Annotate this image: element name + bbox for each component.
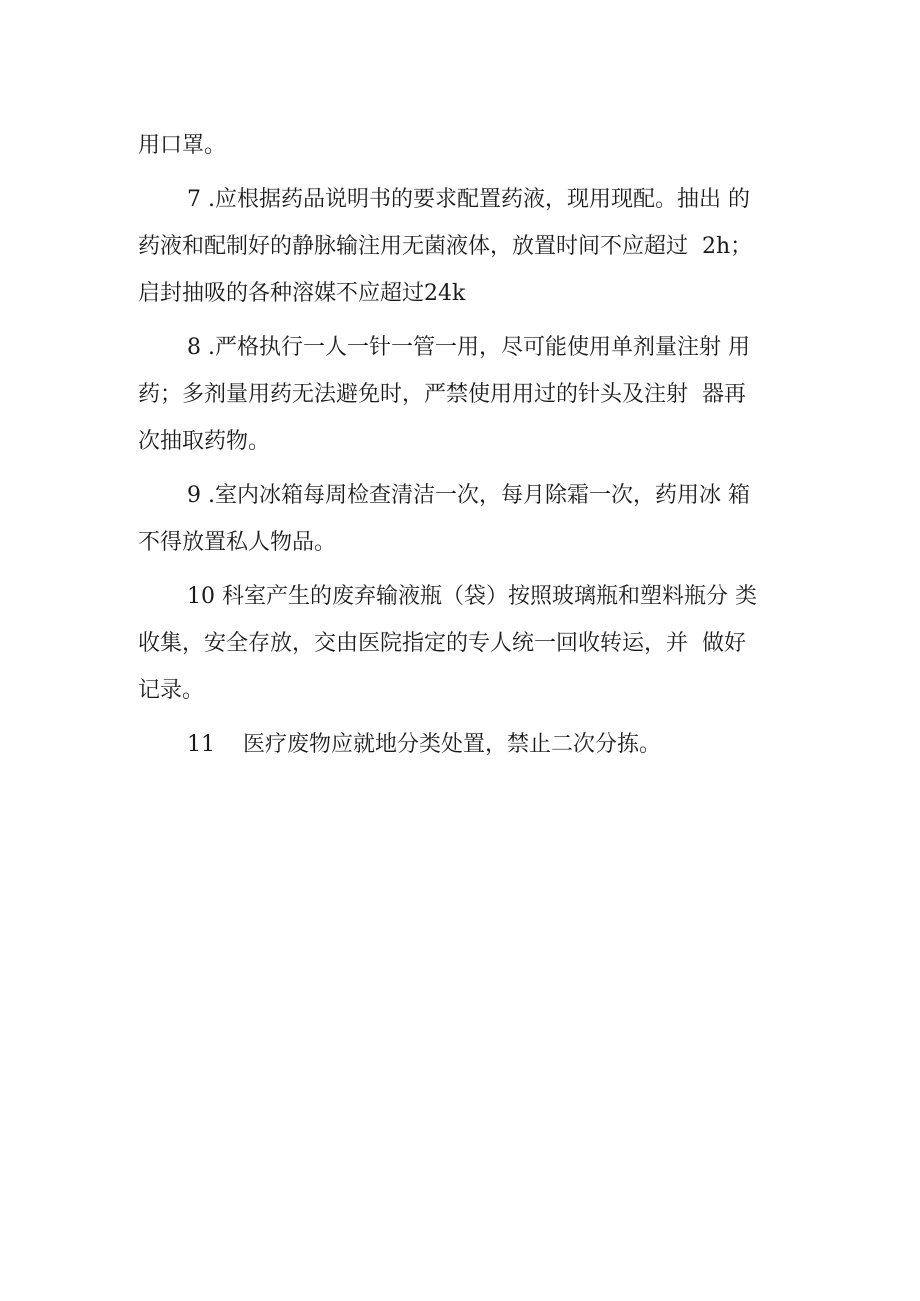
document-body — [138, 122, 788, 768]
text-line: 9 .室内冰箱每周检查清洁一次，每月除霜一次，药用冰 箱 — [187, 483, 750, 508]
text-line: 10 科室产生的废弃输液瓶（袋）按照玻璃瓶和塑料瓶分 类 — [187, 584, 757, 609]
text-line: 药；多剂量用药无法避免时，严禁使用用过的针头及注射 器再 — [138, 382, 746, 407]
text-line: 收集，安全存放，交由医院指定的专人统一回收转运，并 做好 — [138, 631, 746, 656]
text-line: 8 .严格执行一人一针一管一用，尽可能使用单剂量注射 用 — [187, 335, 750, 360]
text-line: 不得放置私人物品。 — [138, 530, 337, 555]
text-line: 记录。 — [138, 678, 205, 703]
text-line: 药液和配制好的静脉输注用无菌液体，放置时间不应超过 2h； — [138, 234, 753, 259]
text-line: 7 .应根据药品说明书的要求配置药液，现用现配。抽出 的 — [187, 187, 750, 212]
text-line: 11 医疗废物应就地分类处置，禁止二次分拣。 — [187, 732, 661, 757]
text-line: 启封抽吸的各种溶媒不应超过24k — [138, 281, 466, 306]
text-line: 次抽取药物。 — [138, 429, 271, 454]
text-line: 用口罩。 — [138, 133, 227, 158]
